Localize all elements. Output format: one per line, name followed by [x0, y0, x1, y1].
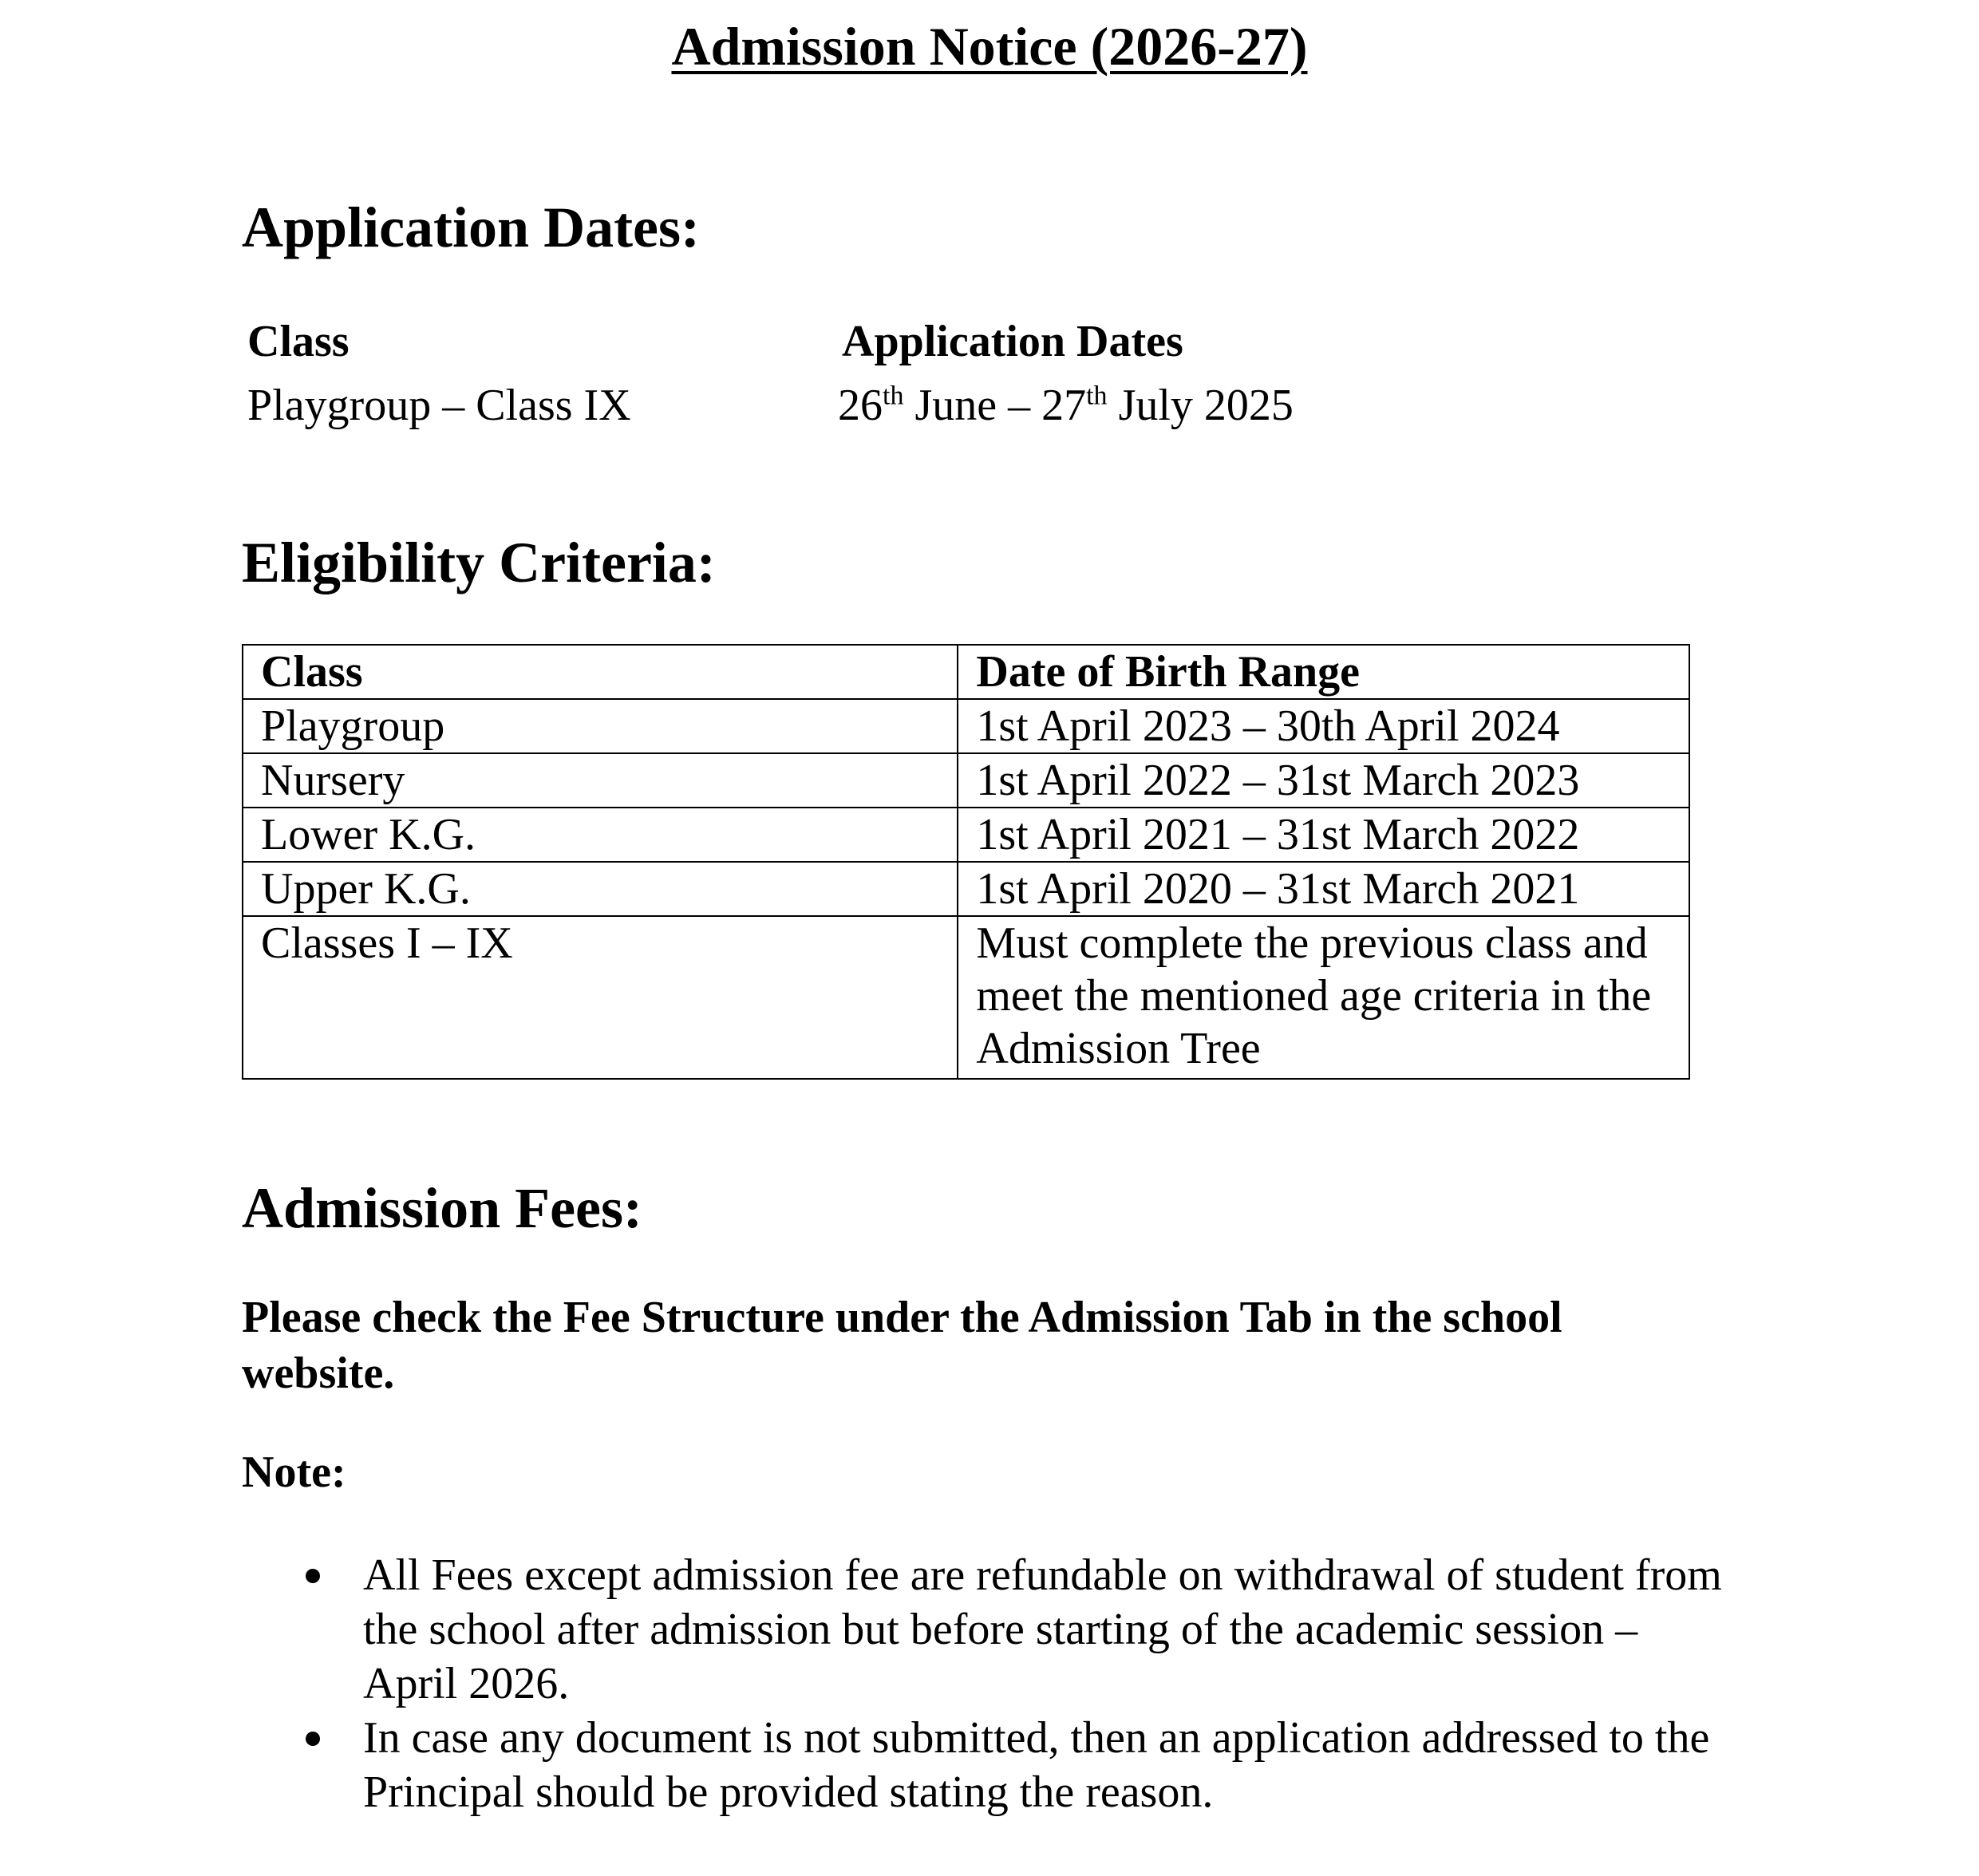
eligibility-class-cell: Nursery	[243, 753, 958, 808]
eligibility-table	[242, 644, 1690, 1080]
start-day-suffix: th	[883, 381, 904, 411]
page-title-text: Admission Notice (2026-27)	[671, 16, 1308, 77]
eligibility-row	[243, 753, 1689, 808]
note-item	[306, 1548, 1734, 1711]
note-text: In case any document is not submitted, then an application addressed to the Principal should be provided stating the reason.	[363, 1713, 1710, 1817]
end-day-suffix: th	[1086, 381, 1108, 411]
eligibility-heading: Eligibility Criteria:	[242, 531, 716, 594]
eligibility-class-cell: Playgroup	[243, 699, 958, 753]
start-month-end-day: June – 27	[903, 381, 1087, 430]
eligibility-row	[243, 916, 1689, 1079]
eligibility-header-row	[243, 645, 1689, 699]
application-dates-header: Application Dates	[842, 317, 1183, 366]
application-dates-heading: Application Dates:	[242, 195, 700, 259]
application-dates-value	[838, 379, 1294, 432]
bullet-icon	[306, 1732, 320, 1746]
bullet-icon	[306, 1569, 320, 1583]
note-item	[306, 1711, 1734, 1819]
application-class-value: Playgroup – Class IX	[247, 381, 631, 430]
eligibility-row	[243, 699, 1689, 753]
eligibility-row	[243, 862, 1689, 916]
notes-list	[306, 1548, 1734, 1819]
end-month-year: July 2025	[1107, 381, 1294, 430]
eligibility-dob-cell: 1st April 2023 – 30th April 2024	[958, 699, 1689, 753]
eligibility-dob-header: Date of Birth Range	[958, 645, 1689, 699]
eligibility-dob-cell: 1st April 2022 – 31st March 2023	[958, 753, 1689, 808]
eligibility-dob-cell: 1st April 2020 – 31st March 2021	[958, 862, 1689, 916]
fee-structure-instruction: Please check the Fee Structure under the Admission Tab in the school website.	[242, 1293, 1562, 1398]
eligibility-dob-cell: 1st April 2021 – 31st March 2022	[958, 808, 1689, 862]
eligibility-class-cell: Lower K.G.	[243, 808, 958, 862]
application-class-header: Class	[247, 317, 350, 366]
eligibility-class-header: Class	[243, 645, 958, 699]
admission-fees-heading: Admission Fees:	[242, 1176, 642, 1240]
note-text: All Fees except admission fee are refundable on withdrawal of student from the school after admission but before starting of the academic session – April 2026.	[363, 1550, 1722, 1708]
eligibility-class-cell: Upper K.G.	[243, 862, 958, 916]
start-day: 26	[838, 381, 883, 430]
eligibility-dob-cell: Must complete the previous class and meet the mentioned age criteria in the Admission Tree	[958, 916, 1689, 1079]
page-title	[0, 14, 1979, 78]
eligibility-class-cell: Classes I – IX	[243, 916, 958, 1079]
note-label: Note:	[242, 1447, 346, 1497]
eligibility-row	[243, 808, 1689, 862]
